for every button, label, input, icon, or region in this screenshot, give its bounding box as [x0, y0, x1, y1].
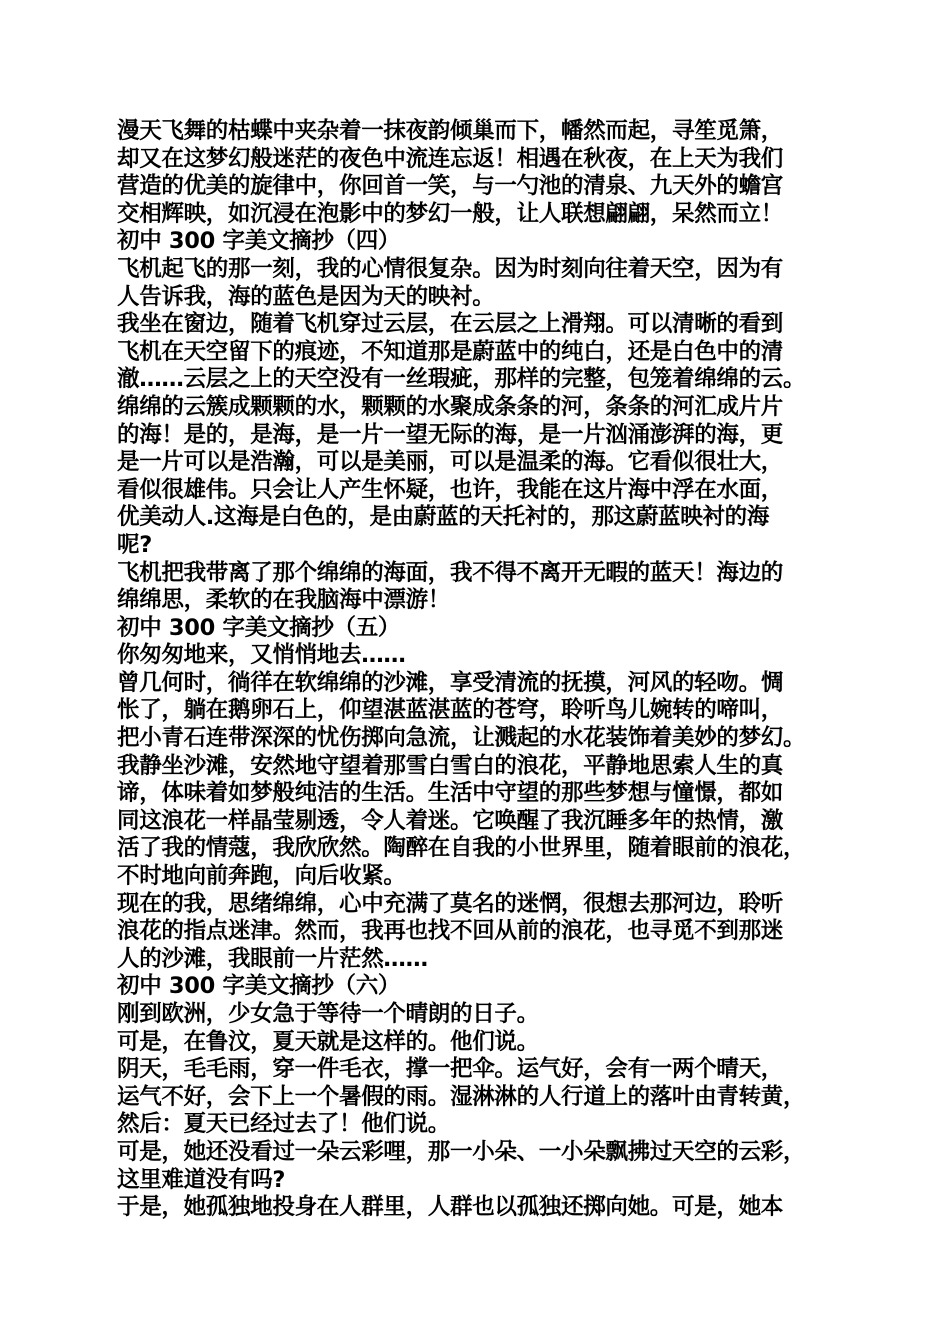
text-line: 是一片可以是浩瀚，可以是美丽，可以是温柔的海。它看似很壮大， [117, 449, 784, 476]
text-line: 交相辉映，如沉浸在泡影中的梦幻一般，让人联想翩翩，呆然而立！ [117, 200, 784, 227]
text-line: 我坐在窗边，随着飞机穿过云层，在云层之上滑翔。可以清晰的看到 [117, 311, 784, 338]
text-line: 你匆匆地来，又悄悄地去…… [117, 642, 406, 669]
text-line: 浪花的指点迷津。然而，我再也找不回从前的浪花，也寻觅不到那迷 [117, 918, 784, 945]
text-line: 然后：夏天已经过去了！他们说。 [117, 1111, 451, 1138]
text-line: 绵绵思，柔软的在我脑海中漂游！ [117, 587, 451, 614]
text-line: 不时地向前奔跑，向后收紧。 [117, 863, 406, 890]
text-line: 看似很雄伟。只会让人产生怀疑，也许，我能在这片海中浮在水面， [117, 476, 784, 503]
text-line: 同这浪花一样晶莹剔透，令人着迷。它唤醒了我沉睡多年的热情，激 [117, 807, 784, 834]
text-line: 却又在这梦幻般迷茫的夜色中流连忘返！相遇在秋夜，在上天为我们 [117, 145, 784, 172]
text-line: 漫天飞舞的枯蝶中夹杂着一抹夜韵倾巢而下，幡然而起，寻笙觅箫， [117, 118, 784, 144]
text-line: 现在的我，思绪绵绵，心中充满了莫名的迷惘，很想去那河边，聆听 [117, 890, 784, 917]
section-heading: 初中 300 字美文摘抄（五） [117, 614, 401, 641]
text-line: 的海！是的，是海，是一片一望无际的海，是一片汹涌澎湃的海，更 [117, 421, 784, 448]
text-line: 呢? [117, 531, 152, 558]
text-line: 飞机在天空留下的痕迹，不知道那是蔚蓝中的纯白，还是白色中的清 [117, 338, 784, 365]
text-line: 澈……云层之上的天空没有一丝瑕疵，那样的完整，包笼着绵绵的云。 [117, 366, 806, 393]
text-line: 把小青石连带深深的忧伤掷向急流，让溅起的水花装饰着美妙的梦幻。 [117, 725, 806, 752]
text-line: 谛，体味着如梦般纯洁的生活。生活中守望的那些梦想与憧憬，都如 [117, 780, 784, 807]
text-line: 活了我的情蔻，我欣欣然。陶醉在自我的小世界里，随着眼前的浪花， [117, 835, 806, 862]
text-line: 怅了，躺在鹅卵石上，仰望湛蓝湛蓝的苍穹，聆听鸟儿婉转的啼叫， [117, 697, 784, 724]
document-page [117, 118, 852, 1222]
text-line: 刚到欧洲，少女急于等待一个晴朗的日子。 [117, 1001, 539, 1027]
text-line: 阴天，毛毛雨，穿一件毛衣，撑一把伞。运气好，会有一两个晴天， [117, 1056, 784, 1083]
text-line: 营造的优美的旋律中，你回首一笑，与一勺池的清泉、九天外的蟾宫 [117, 173, 784, 200]
text-line: 飞机起飞的那一刻，我的心情很复杂。因为时刻向往着天空，因为有 [117, 255, 784, 282]
text-line: 人的沙滩，我眼前一片茫然…… [117, 945, 428, 972]
text-line: 人告诉我，海的蓝色是因为天的映衬。 [117, 283, 495, 310]
text-line: 曾几何时，徜徉在软绵绵的沙滩，享受清流的抚摸，河风的轻吻。惆 [117, 669, 784, 696]
text-line: 优美动人.这海是白色的，是由蔚蓝的天托衬的，那这蔚蓝映衬的海 [117, 504, 770, 531]
text-line: 飞机把我带离了那个绵绵的海面，我不得不离开无暇的蓝天！海边的 [117, 559, 784, 586]
text-line: 我静坐沙滩，安然地守望着那雪白雪白的浪花，平静地思索人生的真 [117, 752, 784, 779]
text-line: 运气不好，会下上一个暑假的雨。湿淋淋的人行道上的落叶由青转黄， [117, 1083, 806, 1110]
text-line: 于是，她孤独地投身在人群里，人群也以孤独还掷向她。可是，她本 [117, 1194, 784, 1221]
text-line: 这里难道没有吗? [117, 1166, 286, 1193]
section-heading: 初中 300 字美文摘抄（四） [117, 228, 401, 255]
section-heading: 初中 300 字美文摘抄（六） [117, 973, 401, 1000]
text-line: 可是，在鲁汶，夏天就是这样的。他们说。 [117, 1028, 539, 1055]
text-line: 绵绵的云簇成颗颗的水，颗颗的水聚成条条的河，条条的河汇成片片 [117, 393, 784, 420]
text-line: 可是，她还没看过一朵云彩哩，那一小朵、一小朵飘拂过天空的云彩， [117, 1138, 806, 1165]
